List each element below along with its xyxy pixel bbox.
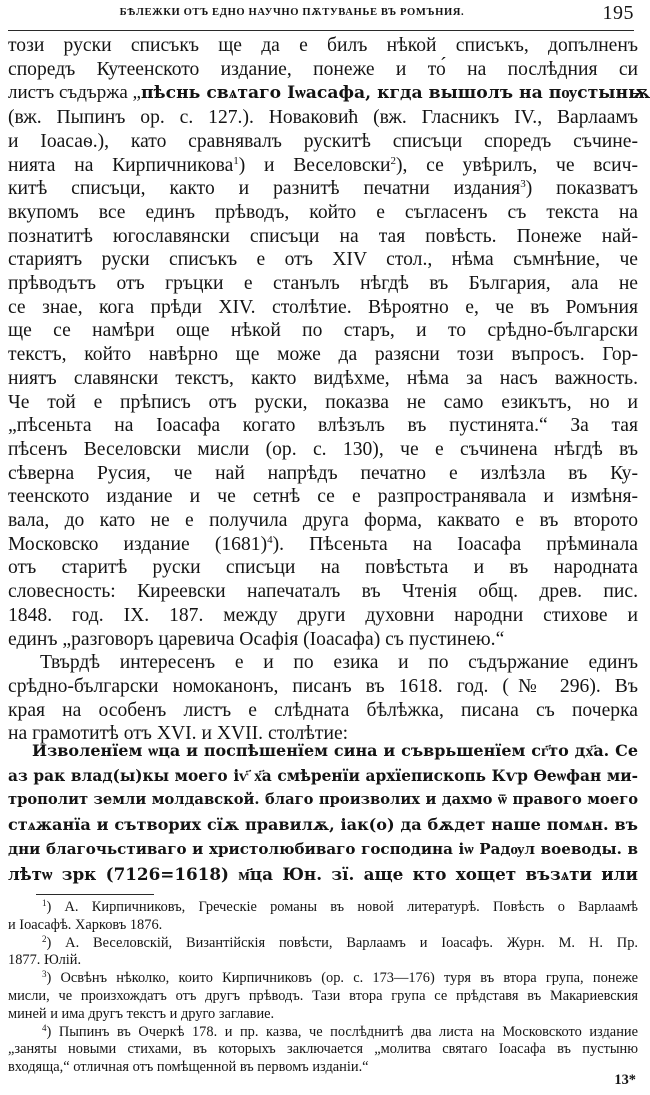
text-line: 1848. год. IX. 187. между други духовни народни стихове и bbox=[8, 604, 638, 626]
text-line: пѣсенъ Веселовски мисли (ор. с. 130), че е съчинена нѣгдѣ въ bbox=[8, 438, 638, 460]
footnote-text: ) А. Веселовскій, Византійскія повѣсти, Варлаамъ и Іоасафъ. Журн. М. Н. Пр. bbox=[46, 934, 638, 951]
footnote-mark: 3 bbox=[42, 969, 47, 980]
quote-line: трополит земли молдавской. благо произволих и дахмо ѿ правого моего bbox=[8, 791, 638, 809]
footnote-text: ) А. Кирпичниковъ, Греческіе романы въ новой литературѣ. Повѣсть о Варлаамѣ bbox=[46, 899, 638, 915]
quote-line: стѧжанїа и сътворих сїѫ правилѫ, іак(о) да бѫдет наше помѧн. въ bbox=[8, 814, 638, 834]
footnote-ref: 1 bbox=[233, 154, 239, 167]
quote-line: Изволенїем ѡца и поспѣшенїем сина и съврьшенїем сг҃то дх҃а. Се bbox=[32, 741, 638, 760]
running-title: БѢЛЕЖКИ ОТЪ ЕДНО НАУЧНО ПѪТУВАНЬЕ ВЪ РОМЪНИЯ. bbox=[119, 7, 465, 18]
page-number: 195 bbox=[602, 2, 634, 24]
text-fragment: ). Пѣсеньта на Іоасафа прѣминала bbox=[272, 533, 638, 555]
text-line: вала, до като не е получила друга форма, каквато е въ второто bbox=[8, 510, 638, 532]
footnote-line bbox=[8, 935, 638, 953]
footnote-line: „заняты новыми стихами, въ которыхъ заключается „молитва святаго Іоасафа въ пустыню bbox=[8, 1041, 638, 1058]
text-line: отъ старитѣ руски списъци на повѣстьта и въ народната bbox=[8, 557, 638, 579]
text-line: „пѣсеньта на Іоасафа когато влѣзълъ въ пустинята.“ За тая bbox=[8, 415, 638, 437]
main-text bbox=[8, 34, 650, 746]
footnote-mark: 2 bbox=[42, 933, 47, 944]
footnote-mark: 1 bbox=[42, 898, 47, 908]
text-line: стариятъ руски списъкъ е отъ XIV стол., нѣма съмнѣние, че bbox=[8, 249, 638, 271]
text-line: Твърдѣ интересенъ е и по езика и по съдържание единъ bbox=[40, 652, 638, 674]
text-line: сѣверна Русия, че най напрѣдъ печатно е излѣзла въ Ку- bbox=[8, 462, 638, 484]
text-line bbox=[8, 533, 638, 557]
footnote-text: ) Пыпинъ въ Очеркѣ 178. и пр. казва, че послѣднитѣ два листа на Московското издание bbox=[46, 1023, 638, 1040]
header-rule bbox=[8, 30, 634, 31]
footnote-ref: 3 bbox=[520, 178, 526, 191]
text-fragment: китѣ списъци, както и разнитѣ печатни издания bbox=[8, 178, 521, 200]
footnote-rule bbox=[36, 894, 154, 895]
text-line: текстъ, който навѣрно ще може да разясни този въпросъ. Гор- bbox=[8, 344, 638, 366]
text-line: (вж. Пыпинъ ор. с. 127.). Новаковић (вж. Гласникъ IV., Варлаамъ bbox=[8, 107, 638, 129]
footnote-ref: 4 bbox=[267, 533, 273, 546]
footnote-line bbox=[8, 1024, 638, 1042]
text-line: словесность: Киреевски напечаталъ въ Чтенія общ. древ. пис. bbox=[8, 581, 638, 603]
quote-line: аз рак влад(ы)кы моего іѵ҃ х҃а смѣренїи архїепископь Кѵр Ѳеѡфан ми- bbox=[8, 766, 638, 785]
text-line bbox=[8, 177, 638, 201]
footnote-line: и Іоасафѣ. Харковъ 1876. bbox=[8, 916, 163, 933]
text-line: края на особенъ листъ е слѣдната бѣлѣжка, писана съ почерка bbox=[8, 699, 638, 721]
footnote-line bbox=[8, 899, 638, 917]
text-line: се знае, кога прѣди XIV. столѣтие. Вѣроятно е, че въ Ромъния bbox=[8, 296, 638, 318]
text-line: ще се намѣри още нѣкой по старъ, и то срѣдно-български bbox=[8, 320, 638, 342]
footnote-line: мисли, че произхождатъ отъ другъ прѣводъ. Тази втора група се прѣдставя въ Макариевския bbox=[8, 987, 638, 1004]
church-slavonic-quote: пѣснь свѧтаго Іѡасафа, кгда вышолъ на пѹстынѭ bbox=[140, 83, 650, 104]
footnote-ref: 2 bbox=[390, 154, 397, 167]
quote-line: дни благочьстиваго и христолюбиваго господина іѡ Радѹл воеводы. в bbox=[8, 840, 638, 859]
quote-line: лѣтѡ зрк (7126=1618) м҃ца Юн. зї. аще кто хощет възѧти или bbox=[8, 863, 638, 884]
text-line: Че той е прѣписъ отъ руски, показва не само езикътъ, но и bbox=[8, 391, 638, 413]
church-slavonic-inscription bbox=[8, 739, 638, 887]
text-line bbox=[8, 154, 638, 178]
text-line: вкупомъ все единъ прѣводъ, който е съгласенъ съ текста на bbox=[8, 201, 638, 223]
text-fragment: Московско издание (1681) bbox=[8, 533, 268, 555]
text-fragment: ) и Веселовски bbox=[238, 154, 391, 176]
text-line bbox=[8, 81, 650, 106]
text-line: познатитѣ югославянски списъци на тая повѣсть. Понеже най- bbox=[8, 225, 638, 247]
text-line: на грамотитѣ отъ XVI. и XVII. столѣтие: bbox=[8, 723, 349, 745]
footnotes bbox=[8, 899, 638, 1077]
printer-signature-mark: 13* bbox=[614, 1072, 636, 1088]
footnote-text: ) Освѣнъ нѣколко, които Кирпичниковъ (ор. с. 173—176) туря въ втора група, понеже bbox=[46, 970, 638, 987]
text-fragment: ) показватъ bbox=[525, 178, 638, 200]
text-fragment: нията на Кирпичникова bbox=[8, 154, 234, 176]
footnote-line bbox=[8, 970, 638, 988]
text-line: единъ „разговоръ царевича Осафія (Іоасафа) съ пустинею.“ bbox=[8, 628, 505, 650]
footnote-mark: 4 bbox=[42, 1022, 47, 1033]
text-line: срѣдно-български номоканонъ, писанъ въ 1618. год. (№ 296). Въ bbox=[8, 675, 638, 697]
footnote-line: 1877. Юлій. bbox=[8, 952, 82, 969]
footnote-line: миней и има другъ текстъ и друго заглавие. bbox=[8, 1005, 275, 1022]
text-fragment: листъ съдържа „ bbox=[8, 82, 141, 104]
text-line: този руски списъкъ ще да е билъ нѣкой списъкъ, допълненъ bbox=[8, 35, 638, 56]
text-line: прѣводътъ отъ гръцки е станълъ нѣгдѣ въ България, ала не bbox=[8, 273, 638, 295]
text-line: ниятъ славянски текстъ, както видѣхме, нѣма за насъ важность. bbox=[8, 367, 638, 389]
text-line: теенското издание и че сетнѣ се е разпространявала и измѣня- bbox=[8, 486, 638, 508]
footnote-line: входяща,“ отличная отъ помѣщенной въ первомъ изданіи.“ bbox=[8, 1059, 369, 1076]
running-head bbox=[8, 2, 636, 28]
text-line: споредъ Кутеенското издание, понеже и то́ на послѣдния си bbox=[8, 58, 638, 80]
text-fragment: ), се увѣрилъ, че всич- bbox=[396, 154, 638, 176]
text-line: и Іоасаѳ.), като сравнявалъ рускитѣ списъци споредъ съчине- bbox=[8, 130, 638, 152]
